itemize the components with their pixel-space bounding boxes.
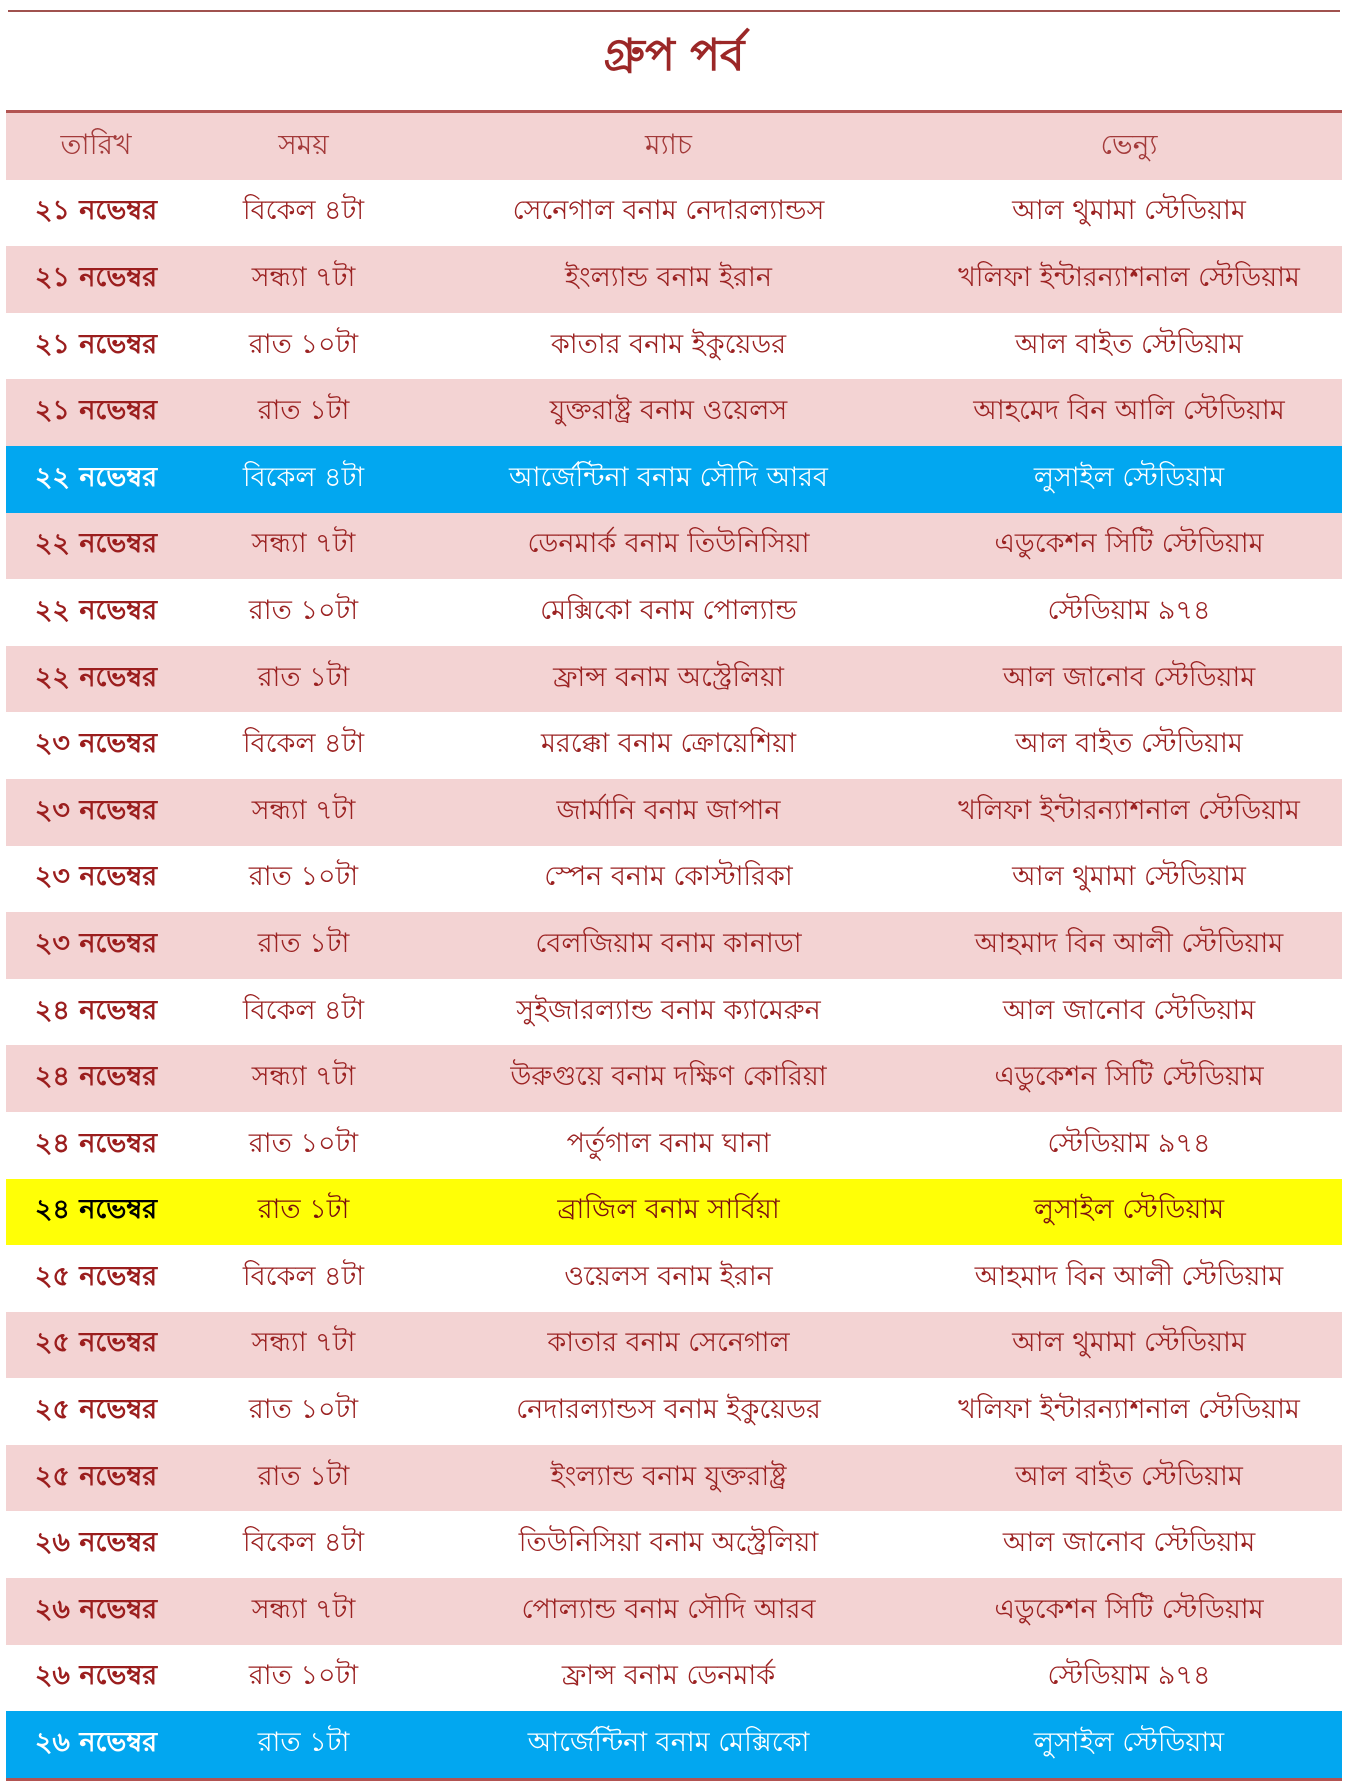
match-cell: ইংল্যান্ড বনাম যুক্তরাষ্ট্র <box>550 1460 787 1492</box>
venue-cell: লুসাইল স্টেডিয়াম <box>1033 1727 1225 1759</box>
table-row <box>6 1645 1342 1712</box>
date-cell: ২৬ নভেম্বর <box>34 1727 158 1759</box>
match-cell: ডেনমার্ক বনাম তিউনিসিয়া <box>527 528 810 560</box>
match-cell: ফ্রান্স বনাম ডেনমার্ক <box>561 1660 776 1692</box>
match-cell: পোল্যান্ড বনাম সৌদি আরব <box>521 1593 816 1625</box>
date-cell: ২৪ নভেম্বর <box>34 1194 158 1226</box>
date-cell: ২২ নভেম্বর <box>34 528 158 560</box>
time-cell: সন্ধ্যা ৭টা <box>251 528 356 560</box>
match-cell: আর্জেন্টিনা বনাম সৌদি আরব <box>509 461 828 493</box>
top-divider <box>8 10 1340 12</box>
venue-cell: আল বাইত স্টেডিয়াম <box>1015 728 1243 760</box>
venue-cell: স্টেডিয়াম ৯৭৪ <box>1047 1660 1211 1692</box>
match-cell: তিউনিসিয়া বনাম অস্ট্রেলিয়া <box>518 1527 819 1559</box>
date-cell: ২৬ নভেম্বর <box>34 1593 158 1625</box>
date-cell: ২১ নভেম্বর <box>34 395 158 427</box>
venue-cell: লুসাইল স্টেডিয়াম <box>1033 1194 1225 1226</box>
table-row <box>6 1112 1342 1179</box>
table-body <box>6 180 1342 1778</box>
match-cell: সেনেগাল বনাম নেদারল্যান্ডস <box>512 195 825 227</box>
match-cell: কাতার বনাম সেনেগাল <box>547 1327 790 1359</box>
time-cell: রাত ১টা <box>257 1194 350 1226</box>
date-cell: ২৪ নভেম্বর <box>34 994 158 1026</box>
venue-cell: আল বাইত স্টেডিয়াম <box>1015 1460 1243 1492</box>
venue-cell: খলিফা ইন্টারন্যাশনাল স্টেডিয়াম <box>958 794 1300 826</box>
time-cell: রাত ১০টা <box>248 1394 359 1426</box>
time-cell: বিকেল ৪টা <box>242 1527 365 1559</box>
match-cell: ব্রাজিল বনাম সার্বিয়া <box>557 1194 780 1226</box>
table-row <box>6 979 1342 1046</box>
venue-cell: আল জানোব স্টেডিয়াম <box>1002 661 1256 693</box>
match-cell: মেক্সিকো বনাম পোল্যান্ড <box>540 594 797 626</box>
date-cell: ২৩ নভেম্বর <box>34 794 158 826</box>
header-match: ম্যাচ <box>645 127 692 161</box>
table-row <box>6 646 1342 713</box>
time-cell: রাত ১টা <box>257 927 350 959</box>
date-cell: ২৩ নভেম্বর <box>34 861 158 893</box>
time-cell: রাত ১০টা <box>248 328 359 360</box>
date-cell: ২৪ নভেম্বর <box>34 1127 158 1159</box>
venue-cell: লুসাইল স্টেডিয়াম <box>1033 461 1225 493</box>
venue-cell: আহমাদ বিন আলী স্টেডিয়াম <box>974 1260 1284 1292</box>
header-venue: ভেন্যু <box>1100 127 1158 161</box>
table-row <box>6 1711 1342 1778</box>
table-row <box>6 1179 1342 1246</box>
header-time: সময় <box>278 127 329 161</box>
venue-cell: খলিফা ইন্টারন্যাশনাল স্টেডিয়াম <box>958 1394 1300 1426</box>
table-row <box>6 912 1342 979</box>
time-cell: সন্ধ্যা ৭টা <box>251 1061 356 1093</box>
match-cell: সুইজারল্যান্ড বনাম ক্যামেরুন <box>516 994 821 1026</box>
match-cell: মরক্কো বনাম ক্রোয়েশিয়া <box>540 728 797 760</box>
date-cell: ২৫ নভেম্বর <box>34 1327 158 1359</box>
venue-cell: এডুকেশন সিটি স্টেডিয়াম <box>994 528 1264 560</box>
date-cell: ২১ নভেম্বর <box>34 195 158 227</box>
match-cell: ওয়েলস বনাম ইরান <box>564 1260 773 1292</box>
venue-cell: আল জানোব স্টেডিয়াম <box>1002 994 1256 1026</box>
venue-cell: আল থুমামা স্টেডিয়াম <box>1012 195 1246 227</box>
table-header <box>6 113 1342 180</box>
table-row <box>6 1378 1342 1445</box>
match-cell: ইংল্যান্ড বনাম ইরান <box>565 261 772 293</box>
match-cell: উরুগুয়ে বনাম দক্ষিণ কোরিয়া <box>510 1061 827 1093</box>
table-row <box>6 180 1342 247</box>
match-cell: নেদারল্যান্ডস বনাম ইকুয়েডর <box>516 1394 821 1426</box>
time-cell: সন্ধ্যা ৭টা <box>251 794 356 826</box>
date-cell: ২৩ নভেম্বর <box>34 927 158 959</box>
page-title: গ্রুপ পর্ব <box>603 30 745 81</box>
venue-cell: আহমেদ বিন আলি স্টেডিয়াম <box>973 395 1285 427</box>
time-cell: রাত ১০টা <box>248 1660 359 1692</box>
date-cell: ২৩ নভেম্বর <box>34 728 158 760</box>
time-cell: রাত ১০টা <box>248 861 359 893</box>
time-cell: বিকেল ৪টা <box>242 994 365 1026</box>
date-cell: ২৪ নভেম্বর <box>34 1061 158 1093</box>
time-cell: রাত ১টা <box>257 1460 350 1492</box>
match-cell: ফ্রান্স বনাম অস্ট্রেলিয়া <box>553 661 784 693</box>
time-cell: সন্ধ্যা ৭টা <box>251 261 356 293</box>
table-row <box>6 1578 1342 1645</box>
table-row <box>6 1511 1342 1578</box>
table-row <box>6 313 1342 380</box>
date-cell: ২৬ নভেম্বর <box>34 1660 158 1692</box>
venue-cell: আল জানোব স্টেডিয়াম <box>1002 1527 1256 1559</box>
table-row <box>6 379 1342 446</box>
table-row <box>6 1445 1342 1512</box>
date-cell: ২২ নভেম্বর <box>34 594 158 626</box>
time-cell: বিকেল ৪টা <box>242 195 365 227</box>
date-cell: ২২ নভেম্বর <box>34 661 158 693</box>
table-row <box>6 1312 1342 1379</box>
date-cell: ২৫ নভেম্বর <box>34 1260 158 1292</box>
venue-cell: স্টেডিয়াম ৯৭৪ <box>1047 1127 1211 1159</box>
time-cell: রাত ১টা <box>257 1727 350 1759</box>
time-cell: সন্ধ্যা ৭টা <box>251 1327 356 1359</box>
venue-cell: এডুকেশন সিটি স্টেডিয়াম <box>994 1061 1264 1093</box>
date-cell: ২৬ নভেম্বর <box>34 1527 158 1559</box>
table-row <box>6 846 1342 913</box>
date-cell: ২১ নভেম্বর <box>34 328 158 360</box>
match-cell: স্পেন বনাম কোস্টারিকা <box>544 861 793 893</box>
venue-cell: খলিফা ইন্টারন্যাশনাল স্টেডিয়াম <box>958 261 1300 293</box>
match-cell: জার্মানি বনাম জাপান <box>556 794 781 826</box>
venue-cell: আল বাইত স্টেডিয়াম <box>1015 328 1243 360</box>
venue-cell: আল থুমামা স্টেডিয়াম <box>1012 861 1246 893</box>
table-row <box>6 712 1342 779</box>
venue-cell: আল থুমামা স্টেডিয়াম <box>1012 1327 1246 1359</box>
time-cell: বিকেল ৪টা <box>242 1260 365 1292</box>
header-date: তারিখ <box>60 127 132 161</box>
table-row <box>6 579 1342 646</box>
schedule-table <box>6 110 1342 1781</box>
match-cell: আর্জেন্টিনা বনাম মেক্সিকো <box>527 1727 810 1759</box>
date-cell: ২২ নভেম্বর <box>34 461 158 493</box>
venue-cell: এডুকেশন সিটি স্টেডিয়াম <box>994 1593 1264 1625</box>
date-cell: ২১ নভেম্বর <box>34 261 158 293</box>
table-row <box>6 779 1342 846</box>
bottom-divider <box>6 1778 1342 1781</box>
time-cell: সন্ধ্যা ৭টা <box>251 1593 356 1625</box>
match-cell: পর্তুগাল বনাম ঘানা <box>566 1127 771 1159</box>
time-cell: রাত ১টা <box>257 395 350 427</box>
table-row <box>6 246 1342 313</box>
time-cell: রাত ১০টা <box>248 1127 359 1159</box>
date-cell: ২৫ নভেম্বর <box>34 1394 158 1426</box>
date-cell: ২৫ নভেম্বর <box>34 1460 158 1492</box>
table-row <box>6 513 1342 580</box>
match-cell: যুক্তরাষ্ট্র বনাম ওয়েলস <box>549 395 788 427</box>
venue-cell: স্টেডিয়াম ৯৭৪ <box>1047 594 1211 626</box>
time-cell: বিকেল ৪টা <box>242 461 365 493</box>
venue-cell: আহমাদ বিন আলী স্টেডিয়াম <box>974 927 1284 959</box>
time-cell: রাত ১০টা <box>248 594 359 626</box>
match-cell: কাতার বনাম ইকুয়েডর <box>550 328 787 360</box>
time-cell: রাত ১টা <box>257 661 350 693</box>
time-cell: বিকেল ৪টা <box>242 728 365 760</box>
table-row <box>6 1045 1342 1112</box>
table-row <box>6 1245 1342 1312</box>
table-row <box>6 446 1342 513</box>
match-cell: বেলজিয়াম বনাম কানাডা <box>535 927 802 959</box>
